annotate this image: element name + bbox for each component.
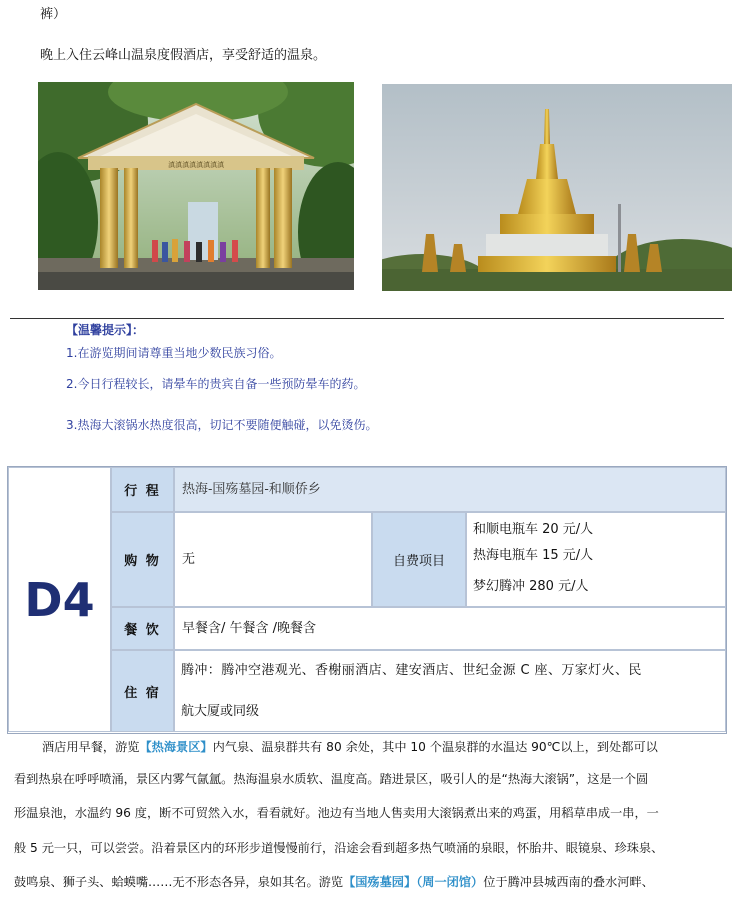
section-divider	[10, 318, 724, 319]
paragraph-line: 般 5 元一只，可以尝尝。沿着景区内的环形步道慢慢前行，沿途会看到超多热气喷涌的泉眼，怀胎井、眼镜泉、珍珠泉、	[14, 841, 664, 855]
optional-items	[466, 512, 726, 607]
text-line-top: 裤）	[40, 7, 67, 22]
text-run: 位于腾冲县城西南的叠水河畔、	[483, 875, 654, 889]
hotel-label: 住 宿	[111, 650, 174, 732]
hotel-line: 腾冲：腾冲空港观光、香榭丽酒店、建安酒店、世纪金源 C 座、万家灯火、民	[181, 663, 642, 678]
highlight-closed-monday: （周一闭馆）	[416, 875, 484, 889]
hotel-line: 航大厦或同级	[181, 704, 260, 719]
meals-label: 餐 饮	[111, 607, 174, 650]
route-value: 热海-国殇墓园-和顺侨乡	[174, 467, 726, 512]
text-hotel-intro: 晚上入住云峰山温泉度假酒店，享受舒适的温泉。	[40, 48, 327, 63]
paragraph-line: 看到热泉在呼呼喷涌，景区内雾气氤氲。热海温泉水质软、温度高。踏进景区，吸引人的是“热海大滚锅”，这是一个圆	[14, 772, 649, 786]
svg-text:滇滇滇滇滇滇滇滇: 滇滇滇滇滇滇滇滇	[168, 161, 224, 169]
day-code: D4	[8, 467, 111, 732]
optional-label: 自费项目	[372, 512, 466, 607]
text-run: 酒店用早餐，游览	[42, 740, 140, 754]
photo-golden-pagoda	[382, 84, 732, 291]
shopping-label: 购 物	[111, 512, 174, 607]
optional-item: 和顺电瓶车 20 元/人	[473, 522, 594, 537]
shopping-value: 无	[174, 512, 372, 607]
route-label: 行 程	[111, 467, 174, 512]
tip-item: 3.热海大滚锅水热度很高，切记不要随便触碰，以免烫伤。	[66, 418, 378, 432]
itinerary-table	[7, 466, 727, 734]
highlight-hot-sea: 【热海景区】	[139, 740, 213, 754]
text-run: 鼓鸣泉、狮子头、蛤蟆嘴……无不形态各异，泉如其名。游览	[14, 875, 344, 889]
tips-title: 【温馨提示】：	[66, 323, 145, 337]
photo-ethnic-gate	[38, 82, 354, 290]
meals-value: 早餐含/ 午餐含 /晚餐含	[174, 607, 726, 650]
tip-item: 2.今日行程较长，请晕车的贵宾自备一些预防晕车的药。	[66, 377, 366, 391]
optional-item: 热海电瓶车 15 元/人	[473, 548, 594, 563]
highlight-memorial-cemetery: 【国殇墓园】	[343, 875, 417, 889]
text-run: 内气泉、温泉群共有 80 余处，其中 10 个温泉群的水温达 90℃以上，到处都可以	[212, 740, 658, 754]
paragraph-line: 形温泉池，水温约 96 度，断不可贸然入水，看看就好。池边有当地人售卖用大滚锅煮出来的鸡蛋，用稻草串成一串，一	[14, 806, 659, 820]
tip-item: 1.在游览期间请尊重当地少数民族习俗。	[66, 346, 282, 360]
paragraph-line	[14, 739, 726, 755]
paragraph-line	[14, 874, 726, 890]
hotel-value	[174, 650, 726, 732]
optional-item: 梦幻腾冲 280 元/人	[473, 579, 589, 594]
